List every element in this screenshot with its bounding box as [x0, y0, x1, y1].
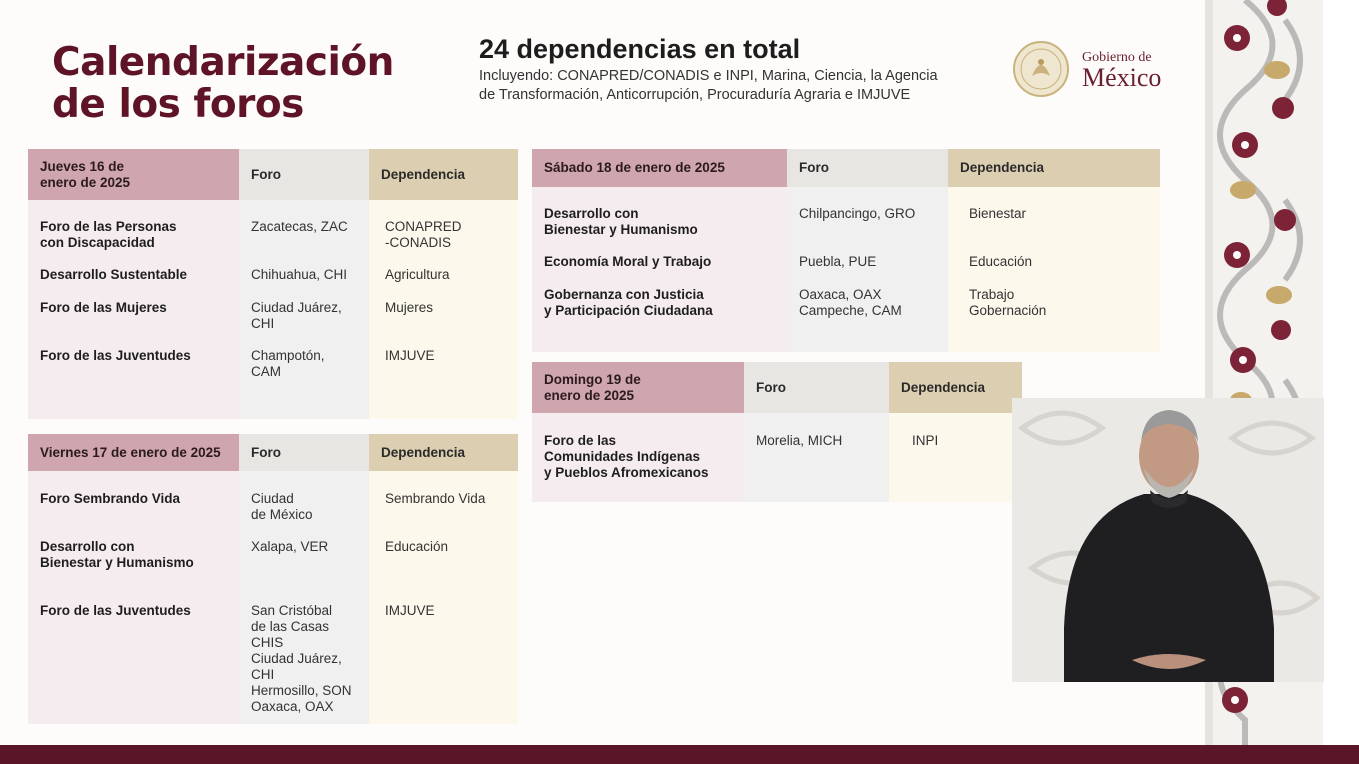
row-location: Puebla, PUE	[799, 254, 877, 269]
row-dependency: Agricultura	[385, 267, 450, 282]
row-forum: Desarrollo con Bienestar y Humanismo	[544, 206, 698, 237]
column-bg	[744, 413, 889, 502]
summary-headline: 24 dependencias en total	[479, 34, 801, 64]
row-dependency: IMJUVE	[385, 348, 435, 363]
row-dependency: Trabajo Gobernación	[969, 287, 1047, 318]
row-forum: Desarrollo con Bienestar y Humanismo	[40, 539, 194, 570]
row-forum: Foro de las Juventudes	[40, 603, 191, 618]
header-dependencia: Dependencia	[369, 434, 518, 471]
row-dependency: Sembrando Vida	[385, 491, 486, 506]
summary-detail-line-1: Incluyendo: CONAPRED/CONADIS e INPI, Marina, Ciencia, la Agencia	[479, 68, 938, 84]
row-forum: Foro de las Mujeres	[40, 300, 167, 315]
summary-detail-line-2: de Transformación, Anticorrupción, Procuraduría Agraria e IMJUVE	[479, 87, 911, 103]
header-foro: Foro	[239, 149, 369, 200]
header-dependencia: Dependencia	[889, 362, 1022, 413]
row-location: San Cristóbal de las Casas CHIS Ciudad Juárez, CHI Hermosillo, SON Oaxaca, OAX	[251, 603, 352, 714]
header-foro: Foro	[744, 362, 889, 413]
title-line-1: Calendarización	[52, 40, 394, 85]
gobierno-logo	[1012, 38, 1182, 102]
table-viernes	[28, 434, 518, 724]
header-dependencia: Dependencia	[369, 149, 518, 200]
column-bg	[369, 471, 518, 724]
summary-detail	[479, 67, 999, 105]
row-dependency: Educación	[385, 539, 449, 554]
row-location: Chihuahua, CHI	[251, 267, 348, 282]
header-foro: Foro	[239, 434, 369, 471]
page-title	[52, 42, 394, 126]
table-jueves	[28, 149, 518, 419]
row-dependency: CONAPRED -CONADIS	[385, 219, 462, 250]
row-forum: Gobernanza con Justicia y Participación Ciudadana	[544, 287, 713, 318]
row-location: Zacatecas, ZAC	[251, 219, 348, 234]
header-dependencia: Dependencia	[948, 149, 1160, 187]
header-date: Sábado 18 de enero de 2025	[532, 149, 787, 187]
gobierno-logo-line-1: Gobierno de	[1082, 50, 1152, 65]
row-forum: Foro Sembrando Vida	[40, 491, 181, 506]
header-foro: Foro	[787, 149, 948, 187]
row-location: Champotón, CAM	[251, 348, 325, 379]
header-date: Viernes 17 de enero de 2025	[28, 434, 239, 471]
row-forum: Desarrollo Sustentable	[40, 267, 188, 282]
bottom-bar	[0, 745, 1359, 764]
gobierno-logo-line-2: México	[1082, 63, 1162, 92]
table-domingo	[532, 362, 1022, 502]
row-forum: Economía Moral y Trabajo	[544, 254, 712, 269]
row-forum: Foro de las Juventudes	[40, 348, 191, 363]
column-bg	[28, 471, 239, 724]
row-location: Oaxaca, OAX Campeche, CAM	[799, 287, 902, 318]
title-line-2: de los foros	[52, 82, 304, 127]
header-date: Domingo 19 de enero de 2025	[532, 362, 744, 413]
row-dependency: Educación	[969, 254, 1033, 269]
row-location: Xalapa, VER	[251, 539, 329, 554]
row-location: Chilpancingo, GRO	[799, 206, 916, 221]
row-forum: Foro de las Personas con Discapacidad	[40, 219, 177, 250]
interpreter-video	[1012, 398, 1324, 682]
column-bg	[889, 413, 1022, 502]
row-dependency: Bienestar	[969, 206, 1027, 221]
interpreter-person-icon	[1012, 398, 1324, 682]
table-sabado	[532, 149, 1160, 352]
row-dependency: IMJUVE	[385, 603, 435, 618]
row-location: Morelia, MICH	[756, 433, 843, 448]
row-forum: Foro de las Comunidades Indígenas y Pueblos Afromexicanos	[544, 433, 709, 480]
header-date: Jueves 16 de enero de 2025	[28, 149, 239, 200]
row-dependency: INPI	[912, 433, 939, 448]
eagle-seal-icon	[1012, 40, 1070, 98]
row-dependency: Mujeres	[385, 300, 434, 315]
row-location: Ciudad Juárez, CHI	[251, 300, 342, 331]
row-location: Ciudad de México	[251, 491, 313, 522]
